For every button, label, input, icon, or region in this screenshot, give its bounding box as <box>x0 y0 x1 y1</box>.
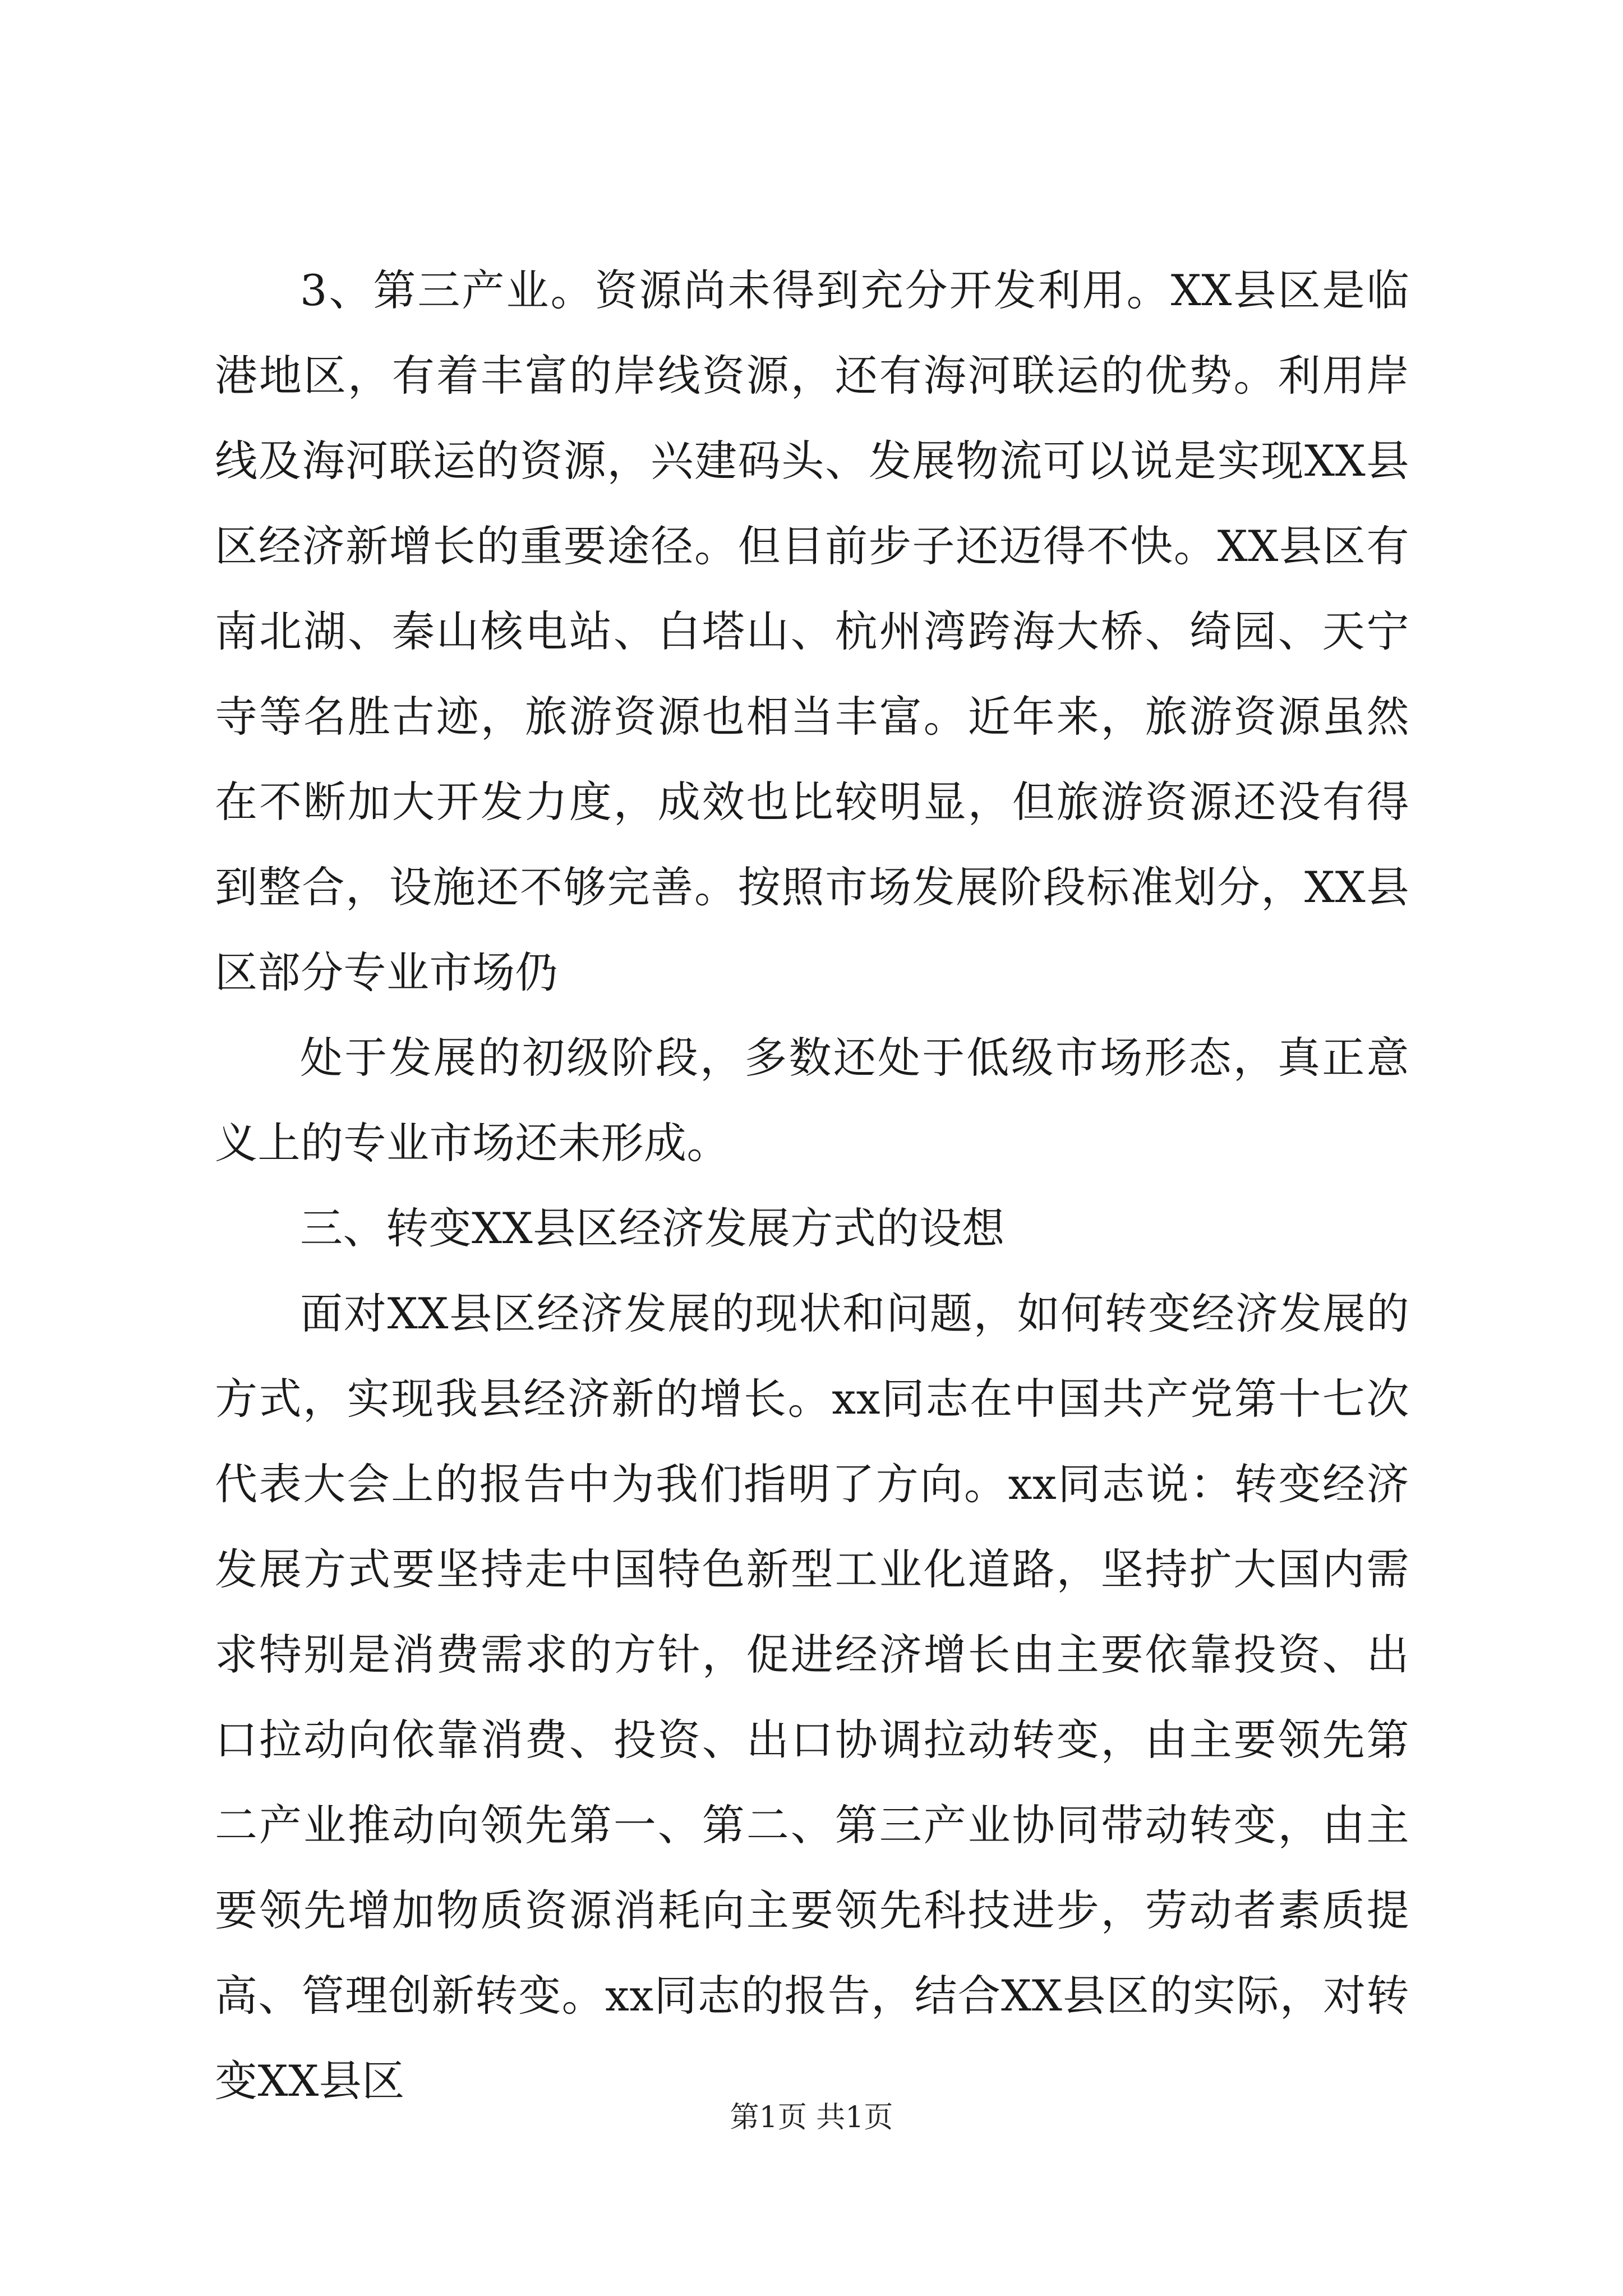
paragraph-tertiary-industry: 3、第三产业。资源尚未得到充分开发利用。XX县区是临港地区，有着丰富的岸线资源，还有海河联运的优势。利用岸线及海河联运的资源，兴建码头、发展物流可以说是实现XX县区经济新增长的重要途径。但目前步子还迈得不快。XX县区有南北湖、秦山核电站、白塔山、杭州湾跨海大桥、绮园、天宁寺等名胜古迹，旅游资源也相当丰富。近年来，旅游资源虽然在不断加大开发力度，成效也比较明显，但旅游资源还没有得到整合，设施还不够完善。按照市场发展阶段标准划分，XX县区部分专业市场仍 <box>215 265 1409 997</box>
paragraph-market-stage: 处于发展的初级阶段，多数还处于低级市场形态，真正意义上的专业市场还未形成。 <box>215 1033 1409 1168</box>
paragraph-development-approach: 面对XX县区经济发展的现状和问题，如何转变经济发展的方式，实现我县经济新的增长。xx同志在中国共产党第十七次代表大会上的报告中为我们指明了方向。xx同志说：转变经济发展方式要坚持走中国特色新型工业化道路，坚持扩大国内需求特别是消费需求的方针，促进经济增长由主要依靠投资、出口拉动向依靠消费、投资、出口协调拉动转变，由主要领先第二产业推动向领先第一、第二、第三产业协同带动转变，由主要领先增加物质资源消耗向主要领先科技进步，劳动者素质提高、管理创新转变。xx同志的报告，结合XX县区的实际，对转变XX县区 <box>215 1289 1409 2106</box>
page-footer: 第1页 共1页 <box>730 2101 893 2134</box>
section-heading: 三、转变XX县区经济发展方式的设想 <box>300 1203 1005 1253</box>
document-body <box>215 248 1409 2124</box>
